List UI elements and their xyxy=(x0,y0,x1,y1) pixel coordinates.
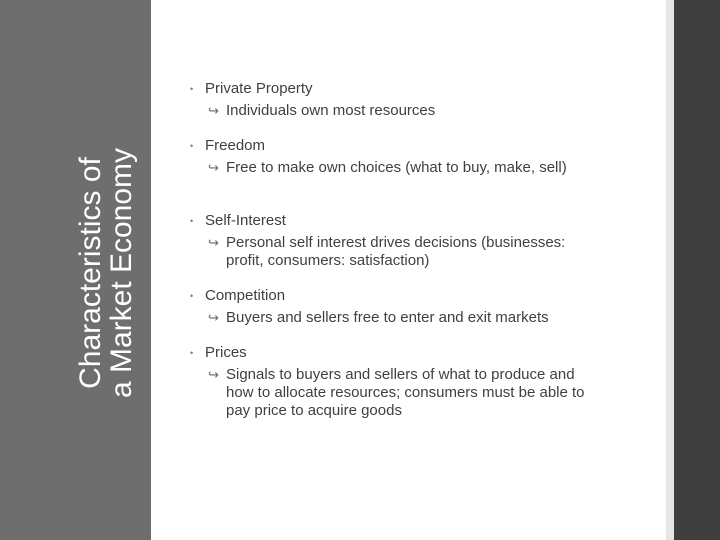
slide-title-line-1: Characteristics of xyxy=(74,157,107,389)
bullet-dot-icon: • xyxy=(190,348,194,358)
curved-arrow-icon: ↪ xyxy=(208,160,219,175)
slide-title-line-2: a Market Economy xyxy=(105,147,138,399)
curved-arrow-icon: ↪ xyxy=(208,235,219,250)
bullet-detail: Signals to buyers and sellers of what to produce and how to allocate resources; consumers must be able to pay price to acquire goods xyxy=(226,366,585,419)
bullet-detail: Individuals own most resources xyxy=(226,102,436,119)
bullet-item-prices xyxy=(190,344,590,420)
bullet-item-freedom xyxy=(190,137,590,177)
right-accent-stripe xyxy=(666,0,674,540)
bullet-dot-icon: • xyxy=(190,141,194,151)
bullet-dot-icon: • xyxy=(190,84,194,94)
curved-arrow-icon: ↪ xyxy=(208,367,219,382)
curved-arrow-icon: ↪ xyxy=(208,310,219,325)
bullet-heading: Prices xyxy=(205,344,247,361)
bullet-dot-icon: • xyxy=(190,291,194,301)
bullet-detail: Free to make own choices (what to buy, make, sell) xyxy=(226,159,567,176)
slide-title xyxy=(74,128,138,418)
bullet-heading: Private Property xyxy=(205,80,313,97)
slide-title-text xyxy=(75,148,137,398)
bullet-item-private-property xyxy=(190,80,590,120)
bullet-item-competition xyxy=(190,287,590,327)
bullet-dot-icon: • xyxy=(190,216,194,226)
bullet-heading: Competition xyxy=(205,287,286,304)
right-dark-band xyxy=(674,0,720,540)
bullet-heading: Freedom xyxy=(205,137,266,154)
bullet-detail: Buyers and sellers free to enter and exit markets xyxy=(226,309,549,326)
curved-arrow-icon: ↪ xyxy=(208,103,219,118)
bullet-item-self-interest xyxy=(190,212,590,270)
bullet-heading: Self-Interest xyxy=(205,212,286,229)
bullet-detail: Personal self interest drives decisions (businesses: profit, consumers: satisfaction) xyxy=(226,234,566,269)
